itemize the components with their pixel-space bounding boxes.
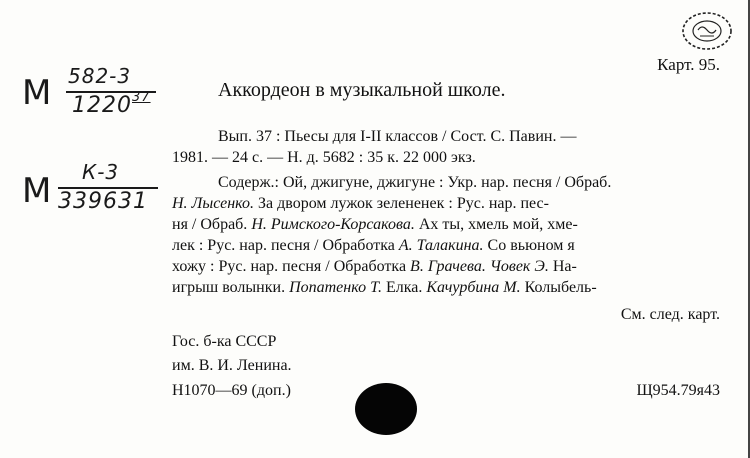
contents-line: Содерж.: Ой, джигуне, джигуне : Укр. нар. песня / Обраб. [218, 174, 612, 191]
contents-text: игрыш волынки. [172, 279, 290, 296]
see-next-card: См. след. карт. [620, 306, 720, 323]
library-name-cont: им. В. И. Ленина. [172, 357, 292, 374]
contents-line [172, 216, 578, 234]
arranger-name: А. Талакина. [398, 237, 484, 254]
contents-line [172, 237, 575, 255]
contents-text: Со вьюном я [483, 237, 575, 254]
contents-text: Колыбель- [520, 279, 597, 296]
contents-line [172, 195, 549, 213]
shelf-mark-numerator: К-3 [82, 160, 120, 184]
composer-name: Попатенко Т. [289, 279, 382, 296]
shelf-mark-letter: М [22, 171, 53, 211]
contents-line [172, 279, 597, 297]
shelf-mark-1 [22, 62, 172, 122]
contents-text: На- [548, 258, 577, 275]
punch-hole [355, 383, 417, 435]
arranger-name: Н. Лысенко. [172, 195, 255, 212]
book-title: Аккордеон в музыкальной школе. [218, 79, 506, 101]
shelf-mark-denominator: 1220 [72, 93, 132, 118]
composer-name: Човек Э. [489, 258, 549, 275]
shelf-mark-letter: М [22, 73, 53, 113]
contents-line [172, 258, 577, 276]
contents-text: ня / Обраб. [172, 216, 252, 233]
arranger-name: В. Грачева. [410, 258, 486, 275]
shelf-mark-superscript: 37 [132, 90, 151, 105]
print-order-code: Н1070—69 (доп.) [172, 382, 291, 399]
classification-index: Щ954.79я43 [636, 382, 720, 399]
contents-text: лек : Рус. нар. песня / Обработка [172, 237, 399, 254]
description-line: 1981. — 24 с. — Н. д. 5682 : 35 к. 22 000 экз. [172, 149, 476, 166]
contents-text: Елка. [381, 279, 427, 296]
contents-text: Ах ты, хмель мой, хме- [414, 216, 578, 233]
description-line: Вып. 37 : Пьесы для I-II классов / Сост. С. Павин. — [218, 128, 577, 145]
shelf-mark-numerator: 582-3 [68, 64, 132, 88]
shelf-mark-2 [22, 160, 172, 220]
composer-name: Качурбина М. [426, 279, 521, 296]
contents-text: хожу : Рус. нар. песня / Обработка [172, 258, 411, 275]
arranger-name: Н. Римского-Корсакова. [251, 216, 415, 233]
shelf-mark-denominator: 339631 [58, 189, 148, 214]
library-name: Гос. б-ка СССР [172, 333, 277, 350]
card-number: Карт. 95. [657, 55, 720, 74]
library-stamp-icon [680, 10, 734, 52]
contents-text: За двором лужок зелененек : Рус. нар. пес- [254, 195, 549, 212]
